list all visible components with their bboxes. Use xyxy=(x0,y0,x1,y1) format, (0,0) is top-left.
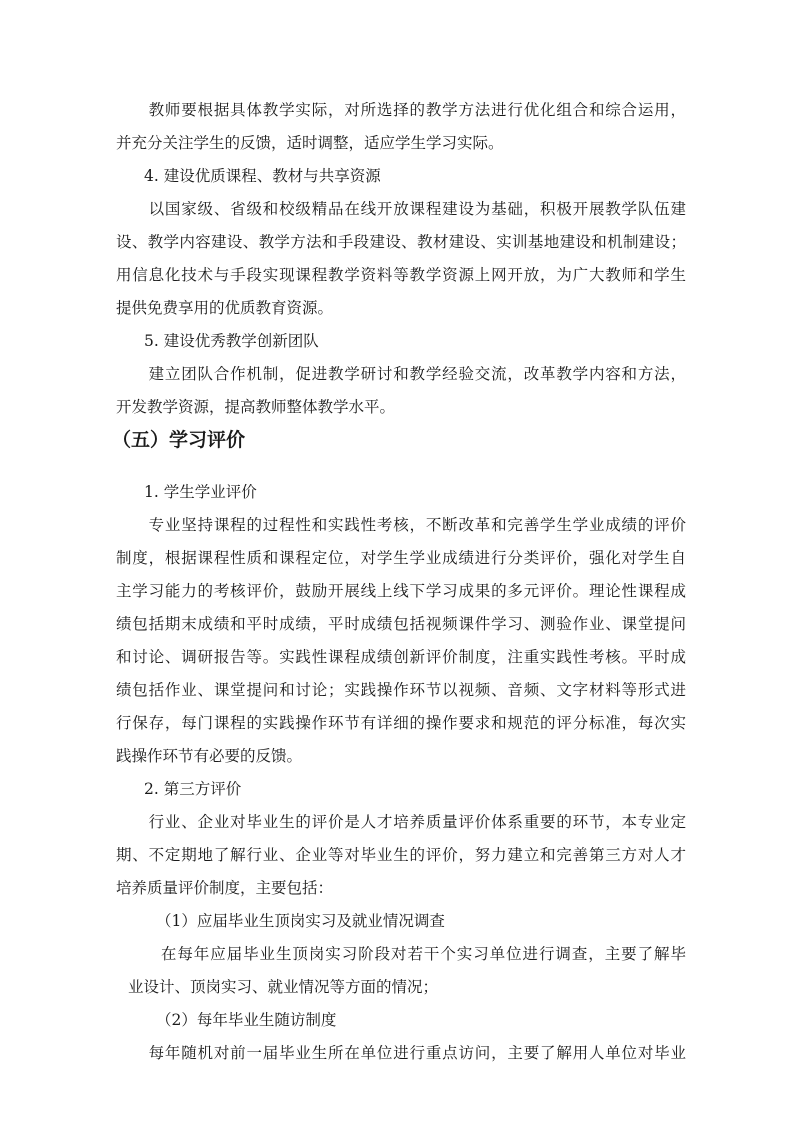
paragraph-line: 业设计、顶岗实习、就业情况等方面的情况； xyxy=(128,978,439,996)
paragraph-line: 开发教学资源，提高教师整体教学水平。 xyxy=(116,398,396,416)
paragraph-line: 绩包括期末成绩和平时成绩，平时成绩包括视频课件学习、测验作业、课堂提问 xyxy=(116,615,686,633)
paragraph-line: 教师要根据具体教学实际，对所选择的教学方法进行优化组合和综合运用， xyxy=(116,101,686,119)
subheading-graduate-follow-up: （2）每年毕业生随访制度 xyxy=(156,1011,337,1029)
paragraph-line: 制度，根据课程性质和课程定位，对学生学业成绩进行分类评价，强化对学生自 xyxy=(116,549,686,567)
subheading-internship-survey: （1）应届毕业生顶岗实习及就业情况调查 xyxy=(156,912,445,930)
paragraph-line: 践操作环节有必要的反馈。 xyxy=(116,747,303,765)
subheading-third-party-evaluation: 2. 第三方评价 xyxy=(144,780,242,798)
paragraph-line: 行业、企业对毕业生的评价是人才培养质量评价体系重要的环节，本专业定 xyxy=(116,813,686,831)
paragraph-line: 以国家级、省级和校级精品在线开放课程建设为基础，积极开展教学队伍建 xyxy=(116,200,686,218)
paragraph-line: 培养质量评价制度，主要包括： xyxy=(116,879,334,897)
paragraph-line: 专业坚持课程的过程性和实践性考核，不断改革和完善学生学业成绩的评价 xyxy=(116,516,686,534)
paragraph-line: 每年随机对前一届毕业生所在单位进行重点访问，主要了解用人单位对毕业 xyxy=(116,1044,686,1062)
paragraph-line: 并充分关注学生的反馈，适时调整，适应学生学习实际。 xyxy=(116,134,504,152)
subheading-quality-courses: 4. 建设优质课程、教材与共享资源 xyxy=(144,167,381,185)
paragraph-line: 期、不定期地了解行业、企业等对毕业生的评价，努力建立和完善第三方对人才 xyxy=(116,846,686,864)
paragraph-line: 建立团队合作机制，促进教学研讨和教学经验交流，改革教学内容和方法， xyxy=(116,365,686,383)
section-heading-learning-evaluation: （五）学习评价 xyxy=(112,429,246,451)
paragraph-line: 用信息化技术与手段实现课程教学资料等教学资源上网开放，为广大教师和学生 xyxy=(116,266,686,284)
subheading-teaching-team: 5. 建设优秀教学创新团队 xyxy=(144,332,319,350)
paragraph-line: 设、教学内容建设、教学方法和手段建设、教材建设、实训基地建设和机制建设； xyxy=(116,233,686,251)
subheading-student-evaluation: 1. 学生学业评价 xyxy=(144,483,257,501)
paragraph-line: 绩包括作业、课堂提问和讨论；实践操作环节以视频、音频、文字材料等形式进 xyxy=(116,681,686,699)
paragraph-line: 在每年应届毕业生顶岗实习阶段对若干个实习单位进行调查，主要了解毕 xyxy=(128,945,686,963)
paragraph-line: 和讨论、调研报告等。实践性课程成绩创新评价制度，注重实践性考核。平时成 xyxy=(116,648,686,666)
paragraph-line: 行保存，每门课程的实践操作环节有详细的操作要求和规范的评分标准，每次实 xyxy=(116,714,686,732)
paragraph-line: 提供免费享用的优质教育资源。 xyxy=(116,299,334,317)
paragraph-line: 主学习能力的考核评价，鼓励开展线上线下学习成果的多元评价。理论性课程成 xyxy=(116,582,686,600)
